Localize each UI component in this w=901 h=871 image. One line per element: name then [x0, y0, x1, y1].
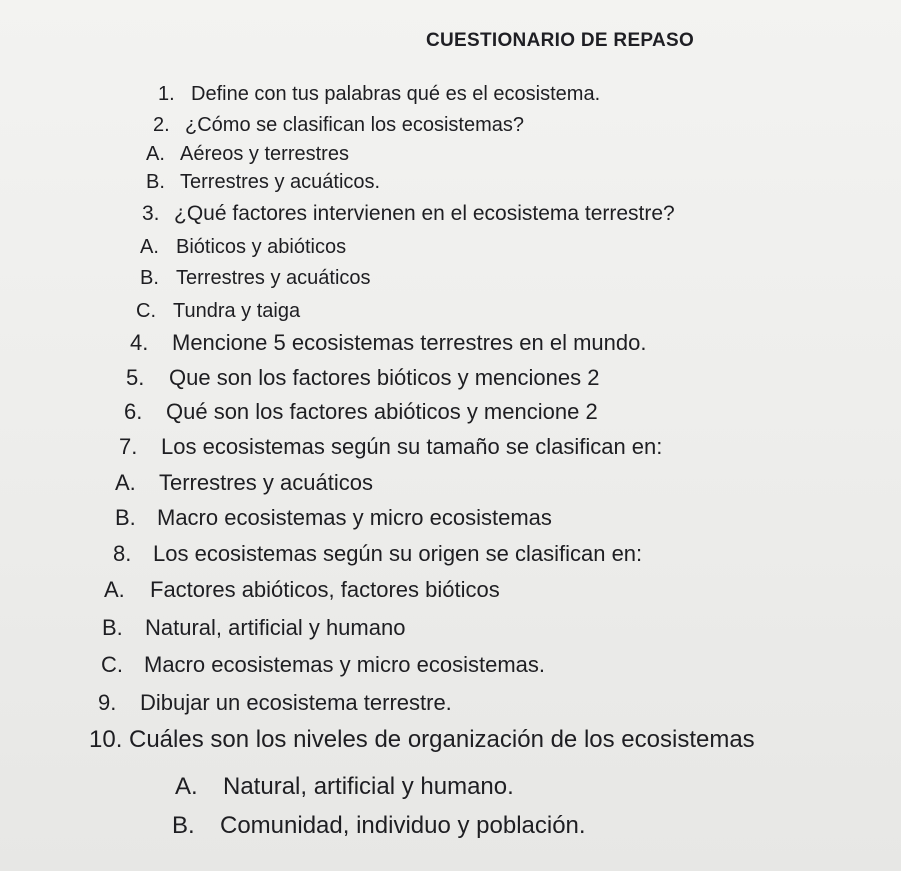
- option-10b: [172, 812, 586, 840]
- line-marker: B.: [102, 615, 123, 640]
- line-text: Mencione 5 ecosistemas terrestres en el mundo.: [172, 330, 647, 355]
- line-marker: A.: [175, 773, 198, 800]
- line-text: Natural, artificial y humano: [145, 615, 406, 640]
- line-marker: 6.: [124, 399, 143, 424]
- page-title: CUESTIONARIO DE REPASO: [426, 30, 695, 51]
- line-text: Macro ecosistemas y micro ecosistemas.: [144, 652, 545, 677]
- line-marker: 8.: [113, 541, 132, 566]
- option-8c: [101, 652, 545, 678]
- question-1: [158, 83, 600, 106]
- line-text: Los ecosistemas según su origen se clasifican en:: [153, 541, 643, 566]
- line-text: ¿Cómo se clasifican los ecosistemas?: [185, 114, 525, 136]
- line-marker: 10.: [89, 726, 123, 753]
- line-marker: C.: [136, 300, 156, 322]
- line-text: ¿Qué factores intervienen en el ecosistema terrestre?: [174, 202, 675, 225]
- line-text: Factores abióticos, factores bióticos: [150, 577, 500, 602]
- option-8a: [104, 577, 500, 603]
- option-7a: [115, 470, 373, 496]
- option-8b: [102, 615, 405, 641]
- question-4: [130, 330, 646, 356]
- question-8: [113, 541, 642, 567]
- line-marker: 4.: [130, 330, 149, 355]
- line-text: Qué son los factores abióticos y mencione 2: [166, 399, 598, 424]
- line-text: Que son los factores bióticos y menciones 2: [169, 365, 600, 390]
- line-text: Cuáles son los niveles de organización de los ecosistemas: [129, 726, 755, 753]
- line-marker: B.: [172, 812, 195, 839]
- line-text: Terrestres y acuáticos: [159, 470, 373, 495]
- line-marker: 1.: [158, 83, 175, 105]
- option-10a: [175, 773, 514, 801]
- question-10: [89, 726, 755, 754]
- line-marker: B.: [140, 267, 159, 289]
- line-marker: A.: [115, 470, 136, 495]
- line-text: Terrestres y acuáticos.: [180, 171, 381, 193]
- question-3: [142, 202, 675, 226]
- option-2a: [146, 143, 349, 166]
- line-text: Define con tus palabras qué es el ecosistema.: [191, 83, 601, 105]
- line-text: Bióticos y abióticos: [176, 236, 347, 258]
- question-5: [126, 365, 599, 391]
- line-marker: A.: [140, 236, 159, 258]
- line-text: Terrestres y acuáticos: [176, 267, 371, 289]
- line-text: Comunidad, individuo y población.: [220, 812, 586, 839]
- line-marker: A.: [104, 577, 125, 602]
- line-text: Aéreos y terrestres: [180, 143, 349, 165]
- line-marker: 2.: [153, 114, 170, 136]
- line-text: Natural, artificial y humano.: [223, 773, 514, 800]
- option-3b: [140, 267, 371, 290]
- line-marker: A.: [146, 143, 165, 165]
- line-text: Dibujar un ecosistema terrestre.: [140, 690, 452, 715]
- option-7b: [115, 505, 552, 531]
- option-3c: [136, 300, 300, 323]
- line-marker: 7.: [119, 434, 138, 459]
- line-text: Los ecosistemas según su tamaño se clasifican en:: [161, 434, 663, 459]
- line-text: Macro ecosistemas y micro ecosistemas: [157, 505, 552, 530]
- question-7: [119, 434, 662, 460]
- line-marker: 3.: [142, 202, 160, 225]
- question-2: [153, 114, 524, 137]
- line-text: Tundra y taiga: [173, 300, 301, 322]
- line-marker: C.: [101, 652, 123, 677]
- option-3a: [140, 236, 346, 259]
- line-marker: B.: [115, 505, 136, 530]
- line-marker: B.: [146, 171, 165, 193]
- line-marker: 5.: [126, 365, 145, 390]
- line-marker: 9.: [98, 690, 117, 715]
- question-9: [98, 690, 452, 716]
- question-6: [124, 399, 598, 425]
- option-2b: [146, 171, 380, 194]
